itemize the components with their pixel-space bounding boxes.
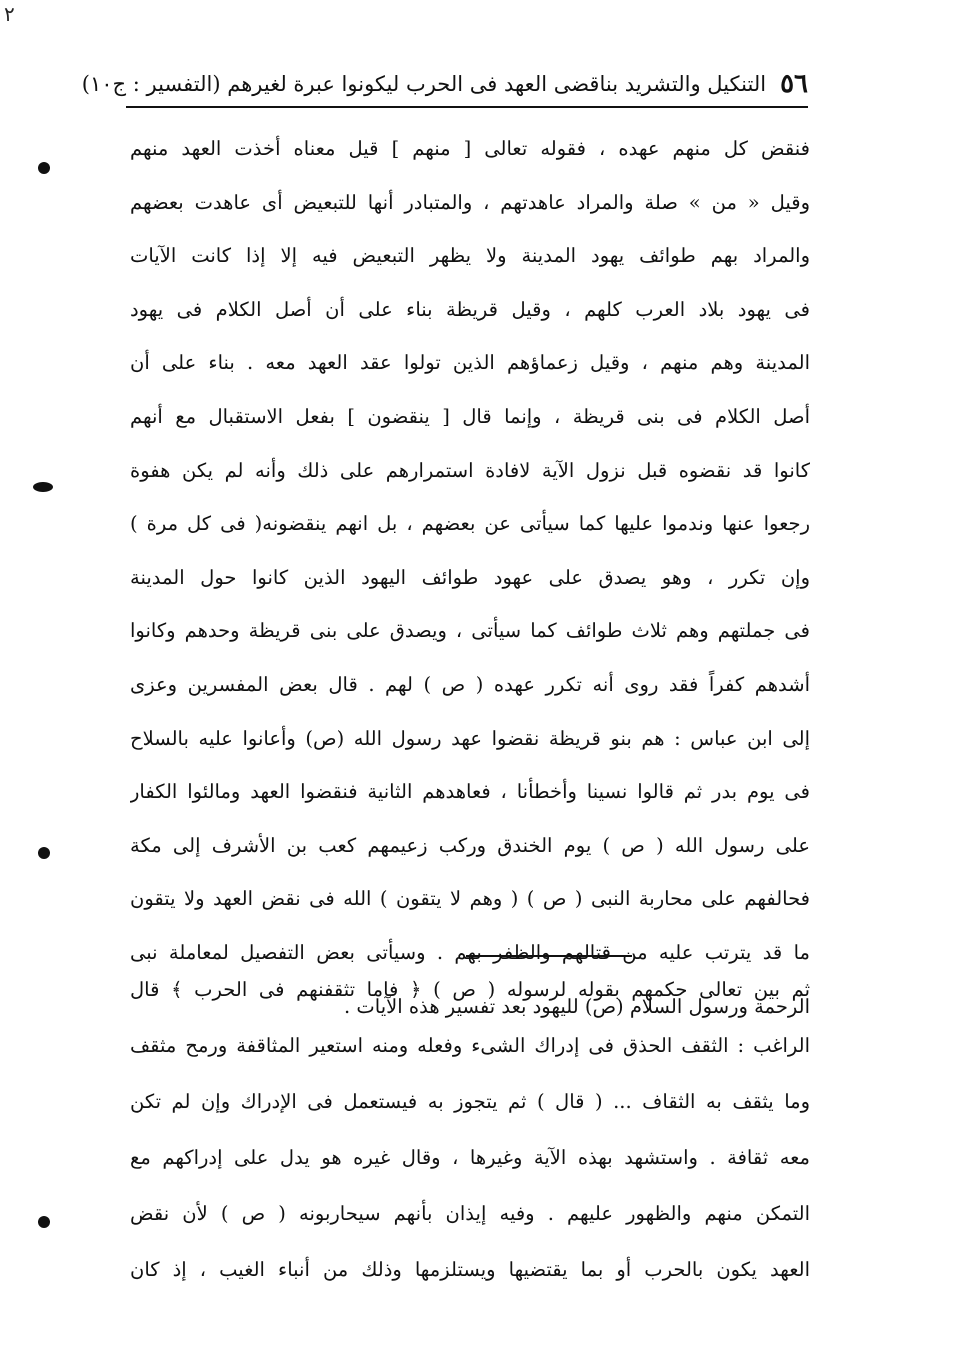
section-two-text [130,962,810,1298]
body-line: فى يهود بلاد العرب كلهم ، وقيل قريظة بناء على أن أصل الكلام فى يهود [130,297,810,321]
section-two-line: ثم بين تعالى حكمهم بقوله لرسوله ( ص ) ﴿ فاما تثقفنهم فى الحرب ﴾ قال [130,978,810,1001]
body-line: وقيل « من » صلة والمراد عاهدتهم ، والمتبادر أنها للتبعيض أى عاهدت بعضهم [130,190,810,214]
section-two-line: الراغب : الثقف الحذق فى إدراك الشىء وفعله ومنه استعير المثاقفة ورمح مثقف [130,1034,810,1057]
section-two-line: التمكن منهم والظهور عليهم . وفيه إيذان بأنهم سيحاربونه ( ص ) لأن نقض [130,1202,810,1225]
corner-mark: ٢ [4,2,15,26]
section-two-line: معه ثقافة . واستشهد بهذه الآية وغيرها ، وقال غيره هو يدل على إدراكهم مع [130,1146,810,1169]
binding-hole-mark [34,843,54,863]
body-line: المدينة وهم منهم ، وقيل زعماؤهم الذين تولوا عقد العهد معه . بناء على أن [130,351,810,375]
body-line: ما قد يترتب عليه من قتالهم والظفر بهم . وسيأتى بعض التفصيل لمعاملة نبى [130,940,810,964]
section-two-line: العهد يكون بالحرب أو بما يقتضيها ويستلزمها وذلك من أنباء الغيب ، إذ كان [130,1258,810,1281]
body-line: على رسول الله ( ص ) يوم الخندق وركب زعيمهم كعب بن الأشرف إلى مكة [130,833,810,857]
body-line: الرحمة ورسول السلام (ص) لليهود بعد تفسير هذه الآيات . [344,994,810,1018]
body-line: إلى ابن عباس : هم بنو قريظة نقضوا عهد رسول الله (ص) وأعانوا عليه بالسلاح [130,726,810,750]
page-header [81,64,808,104]
header-rule [126,106,808,108]
binding-hole-mark [34,1212,54,1232]
body-text [130,122,810,1033]
section-divider [466,955,632,957]
section-two-line: وما يثقف به الثقاف ... ( قال ) ثم يتجوز به فيستعمل فى الإدراك وإن لم تكن [130,1090,810,1113]
body-line: رجعوا عنها وندموا عليها كما سيأتى عن بعضهم ، بل انهم ينقضونه( فى كل مرة ) [130,512,810,536]
binding-hole-mark [30,478,56,496]
body-line: فى يوم بدر ثم قالوا نسينا وأخطأنا ، فعاهدهم الثانية فنقضوا العهد ومالئوا الكفار [130,780,810,804]
body-line: أصل الكلام فى بنى قريظة ، وإنما قال [ ينقضون ] بفعل الاستقبال مع أنهم [130,404,810,428]
body-line: وإن تكرر ، وهو يصدق على عهود طوائف اليهود الذين كانوا حول المدينة [130,565,810,589]
binding-hole-mark [34,158,54,178]
body-line: فى جملتهم وهم ثلاث طوائف كما سيأتى ، ويصدق على بنى قريظة وحدهم وكانوا [130,619,810,643]
page-number: ٥٦ [780,69,808,99]
running-head: التنكيل والتشريد بناقضى العهد فى الحرب ليكونوا عبرة لغيرهم (التفسير : ج١٠) [81,72,767,96]
body-line: فنقض كل منهم عهده ، فقوله تعالى [ منهم ] قيل معناه أخذت العهد منهم [130,137,810,160]
body-line: كانوا قد نقضوه قبل نزول الآية لافادة استمرارهم على ذلك وأنه لم يكن هفوة [130,458,810,482]
body-line: أشدهم كفراً فقد روى أنه تكرر عهده ( ص ) لهم . قال بعض المفسرين وعزى [130,672,810,696]
body-line: فحالفهم على محاربة النبى ( ص ) ( وهم لا يتقون ) الله فى نقض العهد ولا يتقون [130,887,810,911]
body-line: والمراد بهم طوائف يهود المدينة ولا يظهر التبعيض فيه إلا إذا كانت الآيات [130,244,810,268]
